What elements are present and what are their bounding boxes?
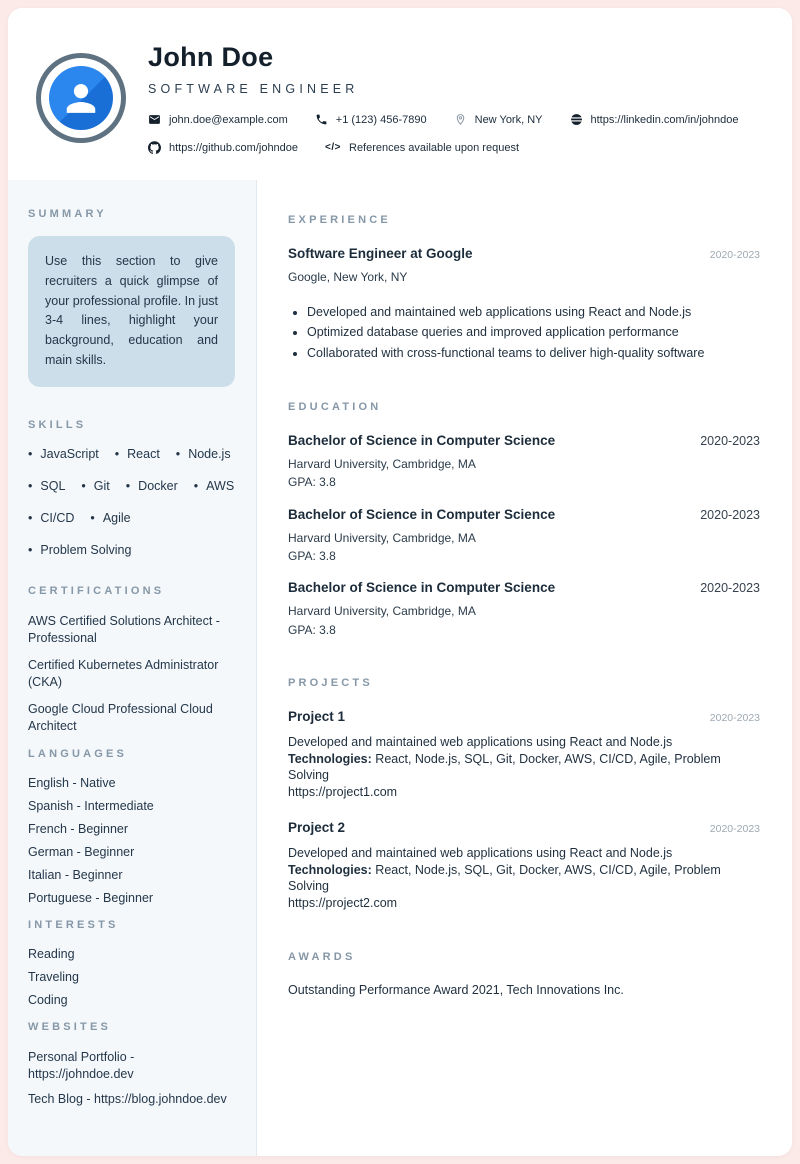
- education-date: 2020-2023: [700, 433, 760, 448]
- project-title: Project 2: [288, 820, 346, 836]
- resume-header: [8, 8, 792, 180]
- project-technologies-label: Technologies:: [288, 751, 372, 766]
- education-gpa: GPA: 3.8: [288, 622, 336, 637]
- interest-item: Traveling: [28, 969, 79, 984]
- experience-bullet: • Optimized database queries and improved application performance: [307, 324, 760, 340]
- contact-linkedin[interactable]: [570, 113, 739, 126]
- skill-item: • Git: [81, 479, 109, 493]
- skill-item: • Problem Solving: [28, 543, 131, 557]
- avatar-person-icon: [49, 66, 113, 130]
- website-item[interactable]: Personal Portfolio - https://johndoe.dev: [28, 1049, 135, 1081]
- award-item: Outstanding Performance Award 2021, Tech Innovations Inc.: [288, 983, 624, 998]
- project-technologies-line: [288, 751, 760, 784]
- experience-title: Software Engineer at Google: [288, 246, 473, 261]
- experience-date: 2020-2023: [709, 249, 760, 261]
- education-entry: [288, 433, 760, 490]
- contact-email-text: john.doe@example.com: [169, 113, 288, 126]
- languages-section: [28, 748, 235, 906]
- skill-item: • JavaScript: [28, 447, 99, 461]
- interests-heading: INTERESTS: [28, 918, 119, 931]
- websites-heading: WEBSITES: [28, 1020, 112, 1033]
- project-date: 2020-2023: [709, 712, 760, 725]
- experience-heading: EXPERIENCE: [288, 214, 391, 226]
- education-entry: [288, 580, 760, 637]
- location-icon: [454, 113, 467, 126]
- language-item: Italian - Beginner: [28, 867, 123, 882]
- sidebar: [8, 180, 257, 1156]
- languages-heading: LANGUAGES: [28, 747, 128, 760]
- contact-phone[interactable]: [315, 113, 427, 126]
- github-icon: [148, 141, 161, 154]
- project-technologies: React, Node.js, SQL, Git, Docker, AWS, CI/CD, Agile, Problem Solving: [288, 862, 721, 894]
- education-degree: Bachelor of Science in Computer Science: [288, 580, 556, 596]
- skill-item: • Node.js: [176, 447, 231, 461]
- summary-box: Use this section to give recruiters a quick glimpse of your professional profile. In just 3-4 lines, highlight your background, education and main skills.: [28, 236, 235, 387]
- contact-phone-text: +1 (123) 456-7890: [335, 113, 427, 126]
- certification-item: AWS Certified Solutions Architect - Professional: [28, 613, 220, 645]
- languages-list: [28, 776, 235, 906]
- project-url[interactable]: https://project1.com: [288, 784, 398, 799]
- main-content: [257, 180, 792, 1156]
- project-details: [288, 734, 760, 800]
- skill-item: • Agile: [90, 511, 130, 525]
- education-degree: Bachelor of Science in Computer Science: [288, 506, 556, 522]
- summary-heading: SUMMARY: [28, 208, 107, 220]
- language-item: English - Native: [28, 775, 116, 790]
- language-item: Spanish - Intermediate: [28, 798, 154, 813]
- person-name: John Doe: [148, 42, 274, 72]
- contact-location-text: New York, NY: [474, 113, 543, 126]
- experience-section: [288, 214, 760, 361]
- certifications-list: [28, 613, 235, 735]
- education-gpa: GPA: 3.8: [288, 548, 336, 563]
- project-title: Project 1: [288, 709, 346, 725]
- contact-references: [325, 142, 519, 154]
- website-item[interactable]: Tech Blog - https://blog.johndoe.dev: [28, 1091, 227, 1106]
- interests-list: [28, 947, 235, 1008]
- project-date: 2020-2023: [709, 823, 760, 836]
- certification-item: Google Cloud Professional Cloud Architect: [28, 701, 213, 733]
- project-technologies-line: [288, 862, 760, 895]
- phone-icon: [315, 113, 328, 126]
- language-item: German - Beginner: [28, 844, 135, 859]
- project-entry: [288, 709, 760, 800]
- project-technologies: React, Node.js, SQL, Git, Docker, AWS, CI/CD, Agile, Problem Solving: [288, 751, 721, 783]
- certifications-heading: CERTIFICATIONS: [28, 584, 165, 597]
- person-job-title: SOFTWARE ENGINEER: [148, 82, 359, 96]
- certification-item: Certified Kubernetes Administrator (CKA): [28, 657, 219, 689]
- experience-bullet: • Developed and maintained web applications using React and Node.js: [307, 304, 760, 320]
- skills-heading: SKILLS: [28, 418, 87, 431]
- skill-item: • Docker: [126, 479, 178, 493]
- language-item: Portuguese - Beginner: [28, 890, 154, 905]
- skill-item: • CI/CD: [28, 511, 74, 525]
- language-item: French - Beginner: [28, 821, 129, 836]
- avatar: [36, 53, 126, 143]
- experience-company: Google, New York, NY: [288, 270, 408, 284]
- awards-section: [288, 951, 760, 997]
- education-heading: EDUCATION: [288, 400, 382, 413]
- resume-body: [8, 180, 792, 1156]
- websites-section: [28, 1021, 235, 1108]
- education-degree: Bachelor of Science in Computer Science: [288, 432, 556, 448]
- contact-github[interactable]: [148, 141, 298, 154]
- projects-section: [288, 677, 760, 911]
- project-technologies-label: Technologies:: [288, 862, 372, 877]
- project-details: [288, 845, 760, 911]
- education-entry: [288, 507, 760, 564]
- interests-section: [28, 919, 235, 1008]
- education-institution: Harvard University, Cambridge, MA: [288, 604, 476, 619]
- experience-bullets: [288, 304, 760, 361]
- skills-section: [28, 419, 235, 557]
- contact-email[interactable]: [148, 113, 288, 126]
- skill-item: • SQL: [28, 479, 65, 493]
- project-url[interactable]: https://project2.com: [288, 895, 398, 910]
- skill-item: • AWS: [194, 479, 234, 493]
- header-info: [148, 42, 760, 154]
- skills-list: [28, 447, 235, 557]
- experience-bullet: • Collaborated with cross-functional teams to deliver high-quality software: [307, 345, 760, 361]
- education-institution: Harvard University, Cambridge, MA: [288, 456, 476, 471]
- project-description: Developed and maintained web applications using React and Node.js: [288, 735, 673, 750]
- certifications-section: [28, 585, 235, 735]
- education-section: [288, 401, 760, 637]
- summary-section: [28, 208, 235, 387]
- education-institution: Harvard University, Cambridge, MA: [288, 530, 476, 545]
- awards-heading: AWARDS: [288, 951, 356, 964]
- contact-references-text: References available upon request: [349, 141, 520, 154]
- education-gpa: GPA: 3.8: [288, 475, 336, 490]
- experience-entry-header: [288, 246, 760, 261]
- project-description: Developed and maintained web applications using React and Node.js: [288, 846, 673, 861]
- contact-github-text: https://github.com/johndoe: [169, 141, 299, 154]
- interest-item: Coding: [28, 992, 68, 1007]
- email-icon: [148, 113, 161, 126]
- resume-card: [8, 8, 792, 1156]
- contact-linkedin-text: https://linkedin.com/in/johndoe: [590, 113, 739, 126]
- contact-row-1: [148, 113, 760, 126]
- contact-location: [454, 113, 543, 126]
- experience-entry: [288, 246, 760, 361]
- code-icon: </>: [325, 142, 341, 153]
- skill-item: • React: [115, 447, 160, 461]
- project-entry: [288, 820, 760, 911]
- education-date: 2020-2023: [700, 507, 760, 522]
- contact-row-2: [148, 141, 760, 154]
- projects-heading: PROJECTS: [288, 677, 373, 690]
- interest-item: Reading: [28, 946, 75, 961]
- linkedin-icon: [570, 113, 583, 126]
- education-date: 2020-2023: [700, 581, 760, 596]
- websites-list: [28, 1049, 235, 1108]
